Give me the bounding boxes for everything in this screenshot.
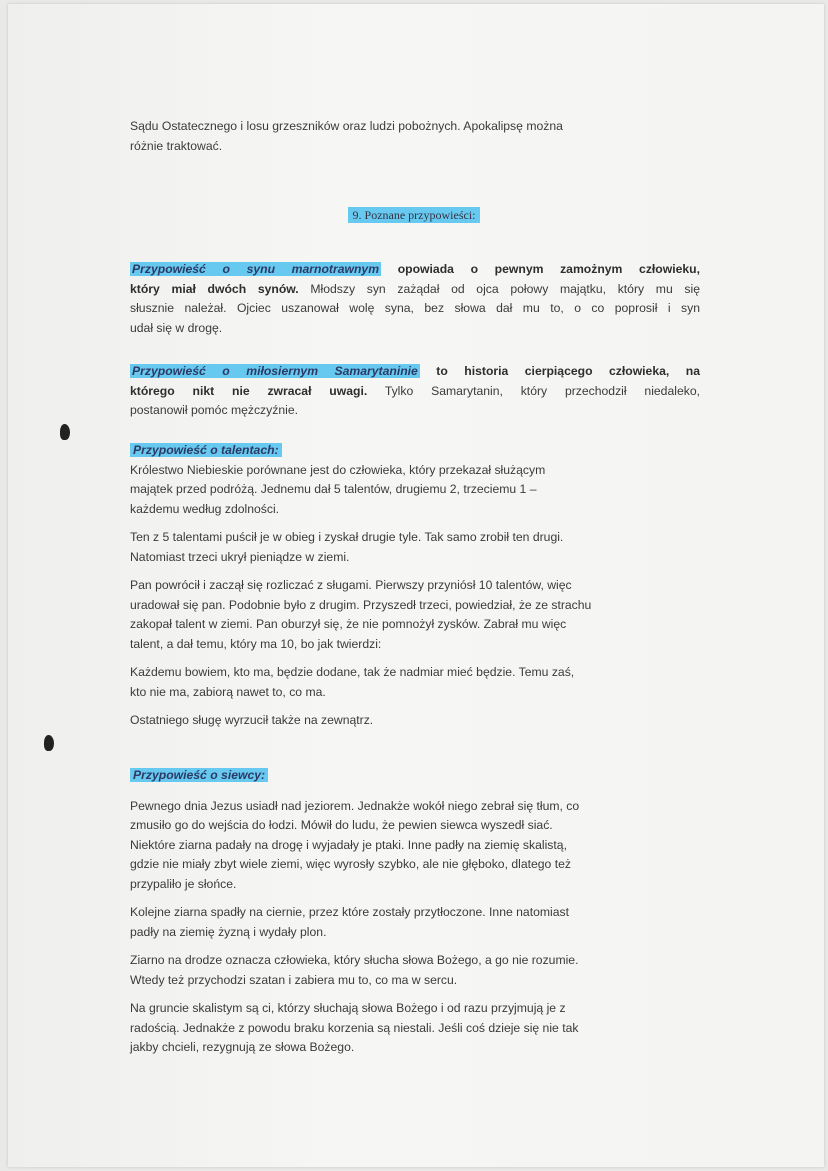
text-line: Pewnego dnia Jezus usiadł nad jeziorem. Jednakże wokół niego zebrał się tłum, co — [130, 798, 580, 813]
text-line — [130, 280, 700, 300]
paragraph — [130, 999, 700, 1058]
text-line — [130, 382, 700, 402]
text-line: Na gruncie skalistym są ci, którzy słuchają słowa Bożego i od razu przyjmują je z — [130, 1001, 566, 1015]
text-line: zakopał talent w ziemi. Pan oburzył się, że nie pomnożył zysków. Zabrał mu więc — [130, 617, 567, 631]
text-line: padły na ziemię żyzną i wydały plon. — [130, 924, 327, 939]
text-line: Niektóre ziarna padały na drogę i wyjadały je ptaki. Inne padły na ziemię skalistą, — [130, 837, 567, 852]
text-line: Ostatniego sługę wyrzucił także na zewnątrz. — [130, 713, 374, 727]
parable-good-samaritan — [130, 362, 700, 421]
text-line: Sądu Ostatecznego i losu grzeszników oraz ludzi pobożnych. Apokalipsę można — [130, 119, 563, 133]
text-line: Każdemu bowiem, kto ma, będzie dodane, tak że nadmiar mieć będzie. Temu zaś, — [130, 665, 575, 679]
bold-text: który miał dwóch synów. — [130, 281, 299, 296]
paragraph — [130, 528, 700, 567]
parable-title: Przypowieść o siewcy: — [130, 768, 268, 782]
paragraph — [130, 797, 700, 895]
text-segment: Tylko Samarytanin, który przechodził niedaleko, — [367, 383, 700, 398]
text-line: kto nie ma, zabiorą nawet to, co ma. — [130, 684, 326, 699]
text-line: Królestwo Niebieskie porównane jest do człowieka, który przekazał służącym — [130, 462, 546, 477]
paragraph — [130, 711, 700, 731]
text-line: gdzie nie miały zbyt wiele ziemi, więc wyrosły szybko, ale nie głęboko, dlatego też — [130, 857, 571, 871]
paragraph — [130, 903, 700, 942]
text-line — [130, 319, 700, 339]
text-line: jakby chcieli, rezygnują ze słowa Bożego. — [130, 1040, 355, 1054]
text-line: Wtedy też przychodzi szatan i zabiera mu to, co ma w sercu. — [130, 972, 458, 987]
punch-hole-mark — [44, 735, 54, 751]
parable-title: Przypowieść o talentach: — [130, 443, 282, 457]
text-segment: słusznie należał. Ojciec uszanował wolę syna, bez słowa dał mu to, o co poprosił i syn — [130, 301, 700, 315]
text-line — [130, 401, 700, 421]
text-line: przypaliło je słońce. — [130, 876, 237, 891]
highlighted-title: Przypowieść o synu marnotrawnym — [132, 262, 380, 276]
text-line: zmusiło go do wejścia do łodzi. Mówił do ludu, że pewien siewca wyszedł siać. — [130, 818, 553, 832]
text-line: Kolejne ziarna spadły na ciernie, przez które zostały przytłoczone. Inne natomiast — [130, 905, 569, 919]
section-heading-text: 9. Poznane przypowieści: — [348, 207, 481, 223]
text-segment: postanowił pomóc mężczyźnie. — [130, 403, 298, 417]
text-line: talent, a dał temu, który ma 10, bo jak twierdzi: — [130, 636, 382, 651]
bold-text: opowiada o pewnym zamożnym człowieku, — [381, 262, 700, 276]
section-heading — [0, 208, 828, 223]
parable-talents — [130, 441, 700, 731]
text-segment: Młodszy syn zażądał od ojca połowy majątku, który mu się — [298, 281, 700, 296]
highlighted-title: Przypowieść o miłosiernym Samarytaninie — [132, 364, 418, 378]
intro-paragraph — [130, 117, 700, 156]
text-line: majątek przed podróżą. Jednemu dał 5 talentów, drugiemu 2, trzeciemu 1 – — [130, 482, 537, 496]
text-line: Ten z 5 talentami puścił je w obieg i zyskał drugie tyle. Tak samo zrobił ten drugi. — [130, 530, 564, 544]
paragraph — [130, 576, 700, 654]
punch-hole-mark — [60, 424, 70, 440]
parable-sower — [130, 766, 700, 1058]
parable-title-line — [130, 766, 700, 786]
text-line: Ziarno na drodze oznacza człowieka, który słucha słowa Bożego, a go nie rozumie. — [130, 953, 579, 967]
paragraph — [130, 951, 700, 990]
parable-prodigal-son — [130, 260, 700, 338]
text-line: Pan powrócił i zaczął się rozliczać z sługami. Pierwszy przyniósł 10 talentów, więc — [130, 578, 572, 592]
text-segment: udał się w drogę. — [130, 320, 223, 335]
text-line — [130, 362, 700, 382]
text-line — [130, 299, 700, 319]
parable-title-line — [130, 441, 700, 461]
text-line: każdemu według zdolności. — [130, 501, 280, 516]
paragraph — [130, 663, 700, 702]
text-line: uradował się pan. Podobnie było z drugim. Przyszedł trzeci, powiedział, że ze strachu — [130, 597, 592, 612]
text-line: radością. Jednakże z powodu braku korzenia są niestali. Jeśli coś dzieje się nie tak — [130, 1020, 579, 1035]
bold-text: którego nikt nie zwracał uwagi. — [130, 383, 368, 398]
text-line: Natomiast trzeci ukrył pieniądze w ziemi. — [130, 549, 350, 564]
text-line — [130, 260, 700, 280]
text-line: różnie traktować. — [130, 138, 223, 153]
paragraph — [130, 461, 700, 520]
bold-text: to historia cierpiącego człowieka, na — [419, 364, 700, 378]
